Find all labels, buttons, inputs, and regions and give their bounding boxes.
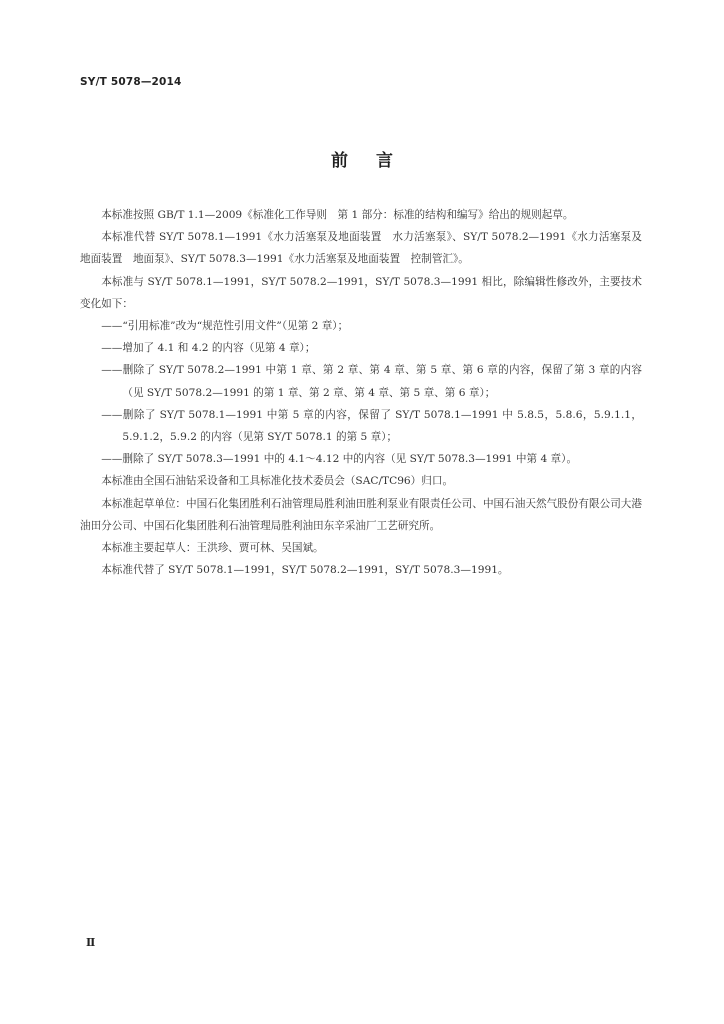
document-code: SY/T 5078—2014	[80, 76, 182, 88]
change-item: ——增加了 4.1 和 4.2 的内容（见第 4 章）；	[101, 342, 316, 355]
document-body	[80, 204, 642, 581]
paragraph-drafters: 本标准主要起草人：王洪珍、贾可林、吴国斌。	[101, 542, 324, 555]
paragraph-drafting-units: 本标准起草单位：中国石化集团胜利石油管理局胜利油田胜利泵业有限责任公司、中国石油天然气股份有限公司大港油田分公司、中国石化集团胜利石油管理局胜利油田东辛采油厂工艺研究所。	[80, 497, 642, 532]
change-item: ——删除了 SY/T 5078.1—1991 中第 5 章的内容，保留了 SY/T 5078.1—1991 中 5.8.5，5.8.6，5.9.1.1，5.9.1.2，5.9.2 的内容（见第 SY/T 5078.1 的第 5 章）；	[101, 408, 642, 444]
change-item: ——删除了 SY/T 5078.3—1991 中的 4.1～4.12 中的内容（见 SY/T 5078.3—1991 中第 4 章）。	[101, 453, 578, 466]
paragraph-changes-intro: 本标准与 SY/T 5078.1—1991，SY/T 5078.2—1991，SY/T 5078.3—1991 相比，除编辑性修改外，主要技术变化如下：	[80, 275, 642, 310]
change-item: ——删除了 SY/T 5078.2—1991 中第 1 章、第 2 章、第 4 章、第 5 章、第 6 章的内容，保留了第 3 章的内容（见 SY/T 5078.2—1991 的第 1 章、第 2 章、第 4 章、第 5 章、第 6 章）；	[101, 364, 642, 399]
page-number: Ⅱ	[86, 936, 96, 949]
paragraph-responsible-committee: 本标准由全国石油钻采设备和工具标准化技术委员会（SAC/TC96）归口。	[101, 475, 454, 488]
paragraph-drafting-rules: 本标准按照 GB/T 1.1—2009《标准化工作导则 第 1 部分：标准的结构和编写》给出的规则起草。	[101, 209, 574, 221]
change-item: ——“引用标准”改为“规范性引用文件”（见第 2 章）；	[101, 320, 349, 333]
paragraph-replaces: 本标准代替 SY/T 5078.1—1991《水力活塞泵及地面装置 水力活塞泵》、SY/T 5078.2—1991《水力活塞泵及地面装置 地面泵》、SY/T 5078.3—1991《水力活塞泵及地面装置 控制管汇》。	[80, 231, 642, 266]
page-title: 前言	[331, 151, 421, 171]
paragraph-superseded: 本标准代替了 SY/T 5078.1—1991，SY/T 5078.2—1991，SY/T 5078.3—1991。	[101, 564, 509, 577]
